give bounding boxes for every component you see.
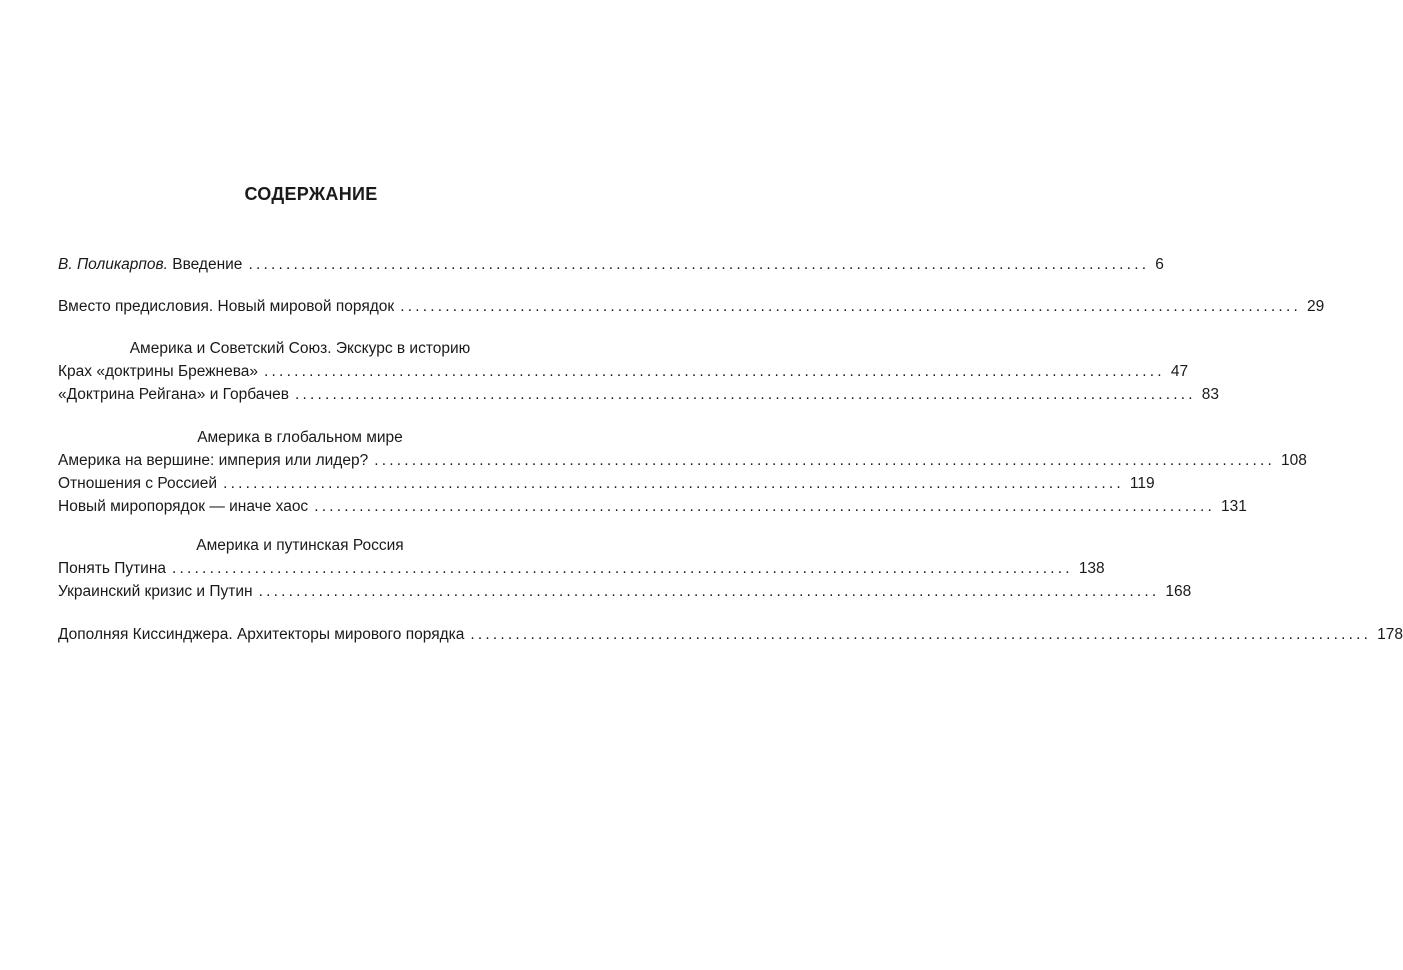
toc-entry-title: Введение [167,256,243,273]
toc-entry-page: 178 [1377,626,1403,643]
toc-entry [58,361,1189,383]
toc-entry [58,296,1325,318]
toc-entry-title: Новый миропорядок — иначе хаос [58,498,309,515]
dot-leader: ........................................................................................................................ [295,386,1196,403]
toc-entry-page: 168 [1165,583,1192,600]
dot-leader: ........................................................................................................................ [258,583,1160,600]
toc-section-heading: Америка и Советский Союз. Экскурс в историю [129,340,471,357]
dot-leader: ........................................................................................................................ [470,626,1372,643]
toc-entry [58,558,1105,580]
dot-leader: ........................................................................................................................ [248,256,1150,273]
toc-entry [58,496,1247,518]
toc-section-heading: Америка в глобальном мире [197,429,403,446]
toc-entry-text [58,254,242,276]
toc-entry-title: Отношения с Россией [58,475,218,492]
toc-entry [58,624,1403,646]
toc-entry-title: Америка на вершине: империя или лидер? [58,452,369,469]
toc-entry-title: Вместо предисловия. Новый мировой порядок [58,298,395,315]
toc-section-heading: Америка и путинская Россия [196,537,404,554]
toc-entry [58,581,1192,603]
dot-leader: ........................................................................................................................ [374,452,1275,469]
toc-entry-page: 29 [1306,298,1325,315]
toc-entry-intro [58,254,1164,276]
toc-entry-title: «Доктрина Рейгана» и Горбачев [58,386,290,403]
toc-entry [58,384,1220,406]
toc-entry-page: 131 [1220,498,1247,515]
toc-entry-page: 47 [1170,363,1189,380]
toc-entry [58,473,1155,495]
toc-title: СОДЕРЖАНИЕ [244,184,378,204]
dot-leader: ........................................................................................................................ [264,363,1165,380]
dot-leader: ........................................................................................................................ [223,475,1124,492]
toc-entry-title: Понять Путина [58,560,167,577]
toc-entry-page: 83 [1201,386,1220,403]
toc-entry-page: 119 [1129,475,1155,492]
toc-entry-page: 138 [1078,560,1105,577]
toc-entry-page: 108 [1280,452,1307,469]
toc-entry-author: В. Поликарпов. [58,256,168,273]
dot-leader: ........................................................................................................................ [172,560,1073,577]
dot-leader: ........................................................................................................................ [314,498,1215,515]
toc-entry-title: Дополняя Киссинджера. Архитекторы мирового порядка [58,626,465,643]
toc-entry-title: Украинский кризис и Путин [58,583,253,600]
toc-entry [58,450,1307,472]
toc-entry-page: 6 [1155,256,1164,273]
dot-leader: ........................................................................................................................ [400,298,1301,315]
toc-entry-title: Крах «доктрины Брежнева» [58,363,259,380]
